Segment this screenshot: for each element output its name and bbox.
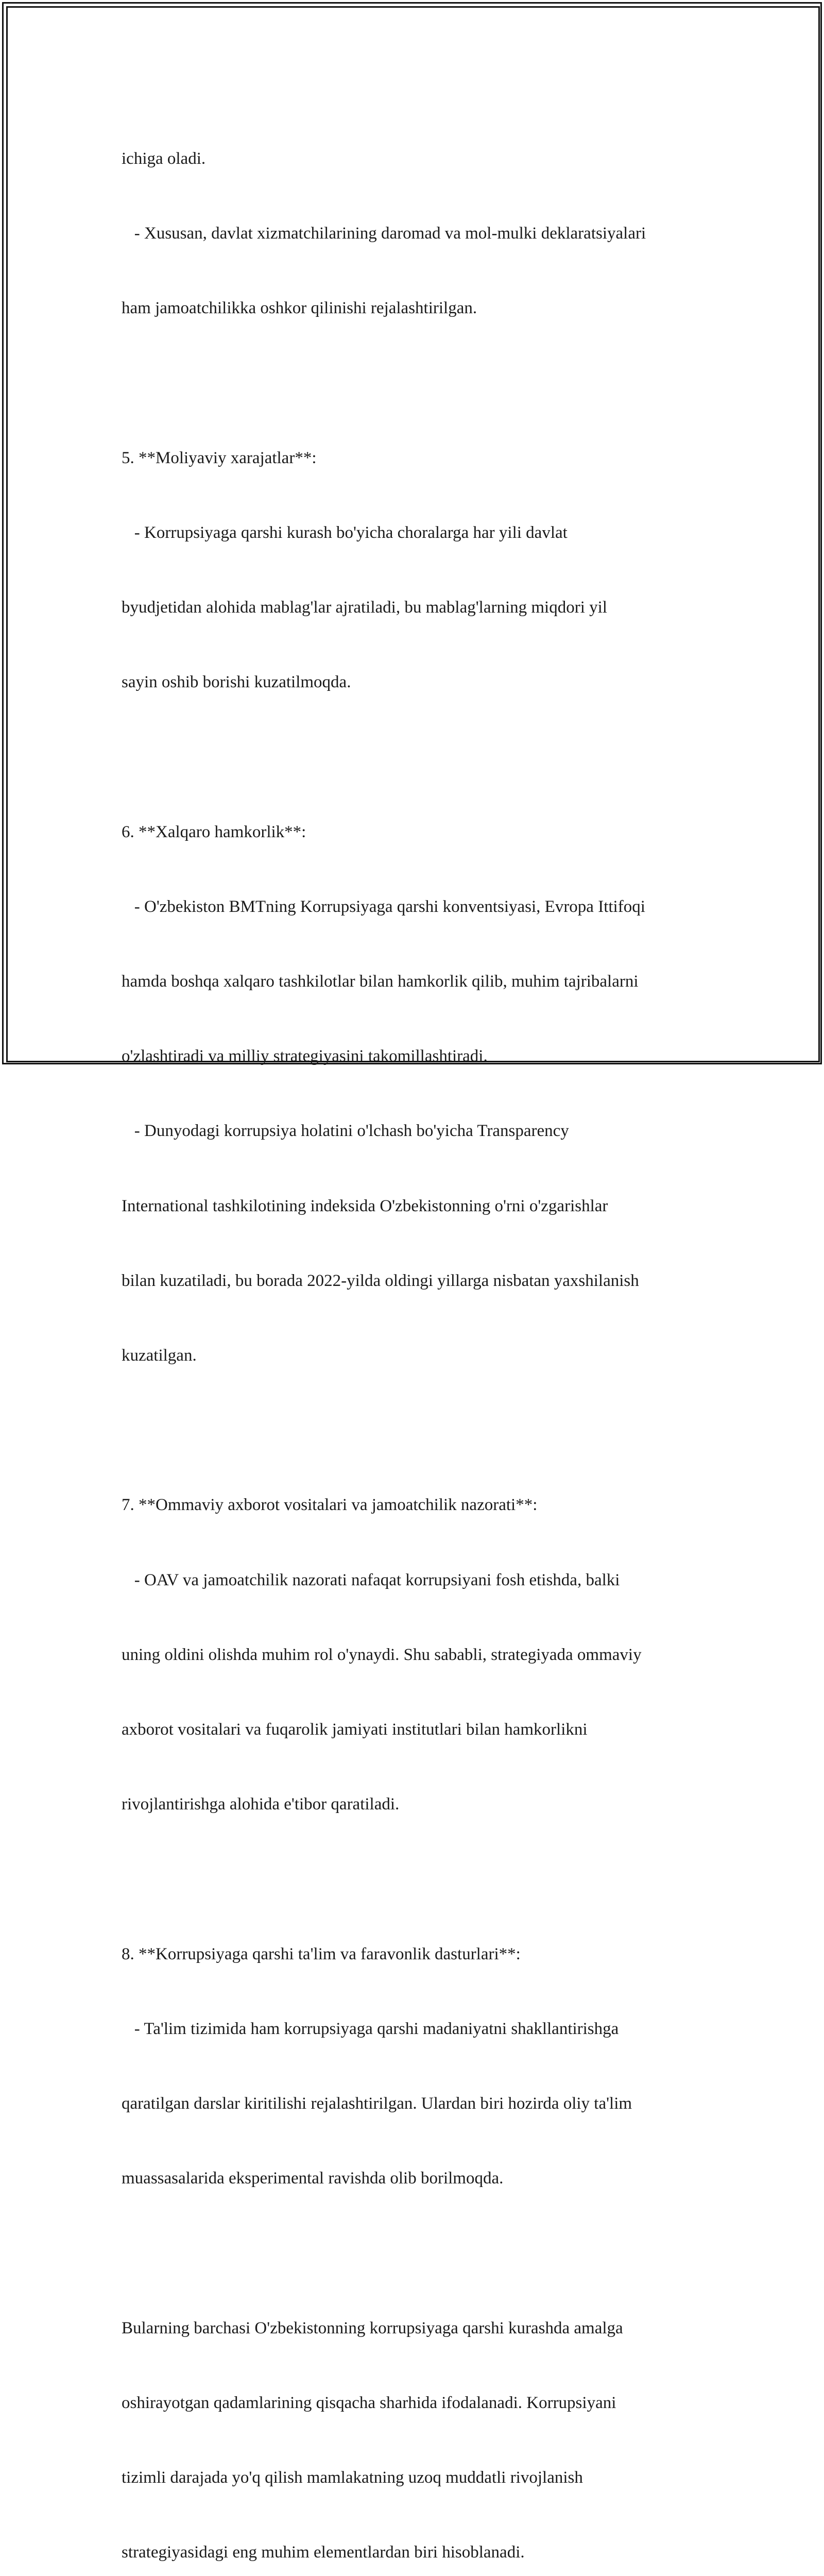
blank-line — [122, 2241, 719, 2266]
blank-line — [122, 1418, 719, 1443]
text-line: uning oldini olishda muhim rol o'ynaydi. Shu sababli, strategiyada ommaviy — [122, 1645, 642, 1664]
text-line: muassasalarida eksperimental ravishda olib borilmoqda. — [122, 2169, 504, 2188]
text-line: hamda boshqa xalqaro tashkilotlar bilan hamkorlik qilib, muhim tajribalarni — [122, 972, 639, 991]
section-heading: 8. **Korrupsiyaga qarshi ta'lim va faravonlik dasturlari**: — [122, 1944, 521, 1963]
text-line: International tashkilotining indeksida O'zbekistonning o'rni o'zgarishlar — [122, 1196, 608, 1215]
text-line: axborot vositalari va fuqarolik jamiyati institutlari bilan hamkorlikni — [122, 1720, 588, 1739]
blank-line — [122, 744, 719, 769]
text-line: strategiyasidagi eng muhim elementlardan biri hisoblanadi. — [122, 2543, 525, 2562]
section-heading: 5. **Moliyaviy xarajatlar**: — [122, 448, 317, 467]
text-line: - OAV va jamoatchilik nazorati nafaqat korrupsiyani fosh etishda, balki — [122, 1570, 620, 1589]
text-line: byudjetidan alohida mablag'lar ajratiladi, bu mablag'larning miqdori yil — [122, 598, 607, 617]
text-line: - Korrupsiyaga qarshi kurash bo'yicha choralarga har yili davlat — [122, 523, 568, 542]
blank-line — [122, 1867, 719, 1891]
text-line: sayin oshib borishi kuzatilmoqda. — [122, 673, 351, 692]
text-line: ichiga oladi. — [122, 149, 206, 168]
text-line: rivojlantirishga alohida e'tibor qaratiladi. — [122, 1795, 400, 1814]
text-line: - Xususan, davlat xizmatchilarining daromad va mol-mulki deklaratsiyalari — [122, 224, 646, 243]
document-body — [122, 96, 719, 2576]
text-line: tizimli darajada yo'q qilish mamlakatning uzoq muddatli rivojlanish — [122, 2468, 583, 2487]
text-line: - Dunyodagi korrupsiya holatini o'lchash bo'yicha Transparency — [122, 1122, 569, 1141]
text-line: o'zlashtiradi va milliy strategiyasini takomillashtiradi. — [122, 1047, 488, 1066]
text-line: ham jamoatchilikka oshkor qilinishi rejalashtirilgan. — [122, 299, 477, 318]
text-line: bilan kuzatiladi, bu borada 2022-yilda oldingi yillarga nisbatan yaxshilanish — [122, 1271, 639, 1290]
section-heading: 6. **Xalqaro hamkorlik**: — [122, 822, 306, 841]
text-line: qaratilgan darslar kiritilishi rejalashtirilgan. Ulardan biri hozirda oliy ta'lim — [122, 2094, 632, 2113]
text-line: - O'zbekiston BMTning Korrupsiyaga qarshi konventsiyasi, Evropa Ittifoqi — [122, 897, 645, 916]
text-line: - Ta'lim tizimida ham korrupsiyaga qarshi madaniyatni shakllantirishga — [122, 2019, 619, 2038]
section-heading: 7. **Ommaviy axborot vositalari va jamoatchilik nazorati**: — [122, 1496, 538, 1515]
text-line: kuzatilgan. — [122, 1346, 197, 1365]
text-line: Bularning barchasi O'zbekistonning korrupsiyaga qarshi kurashda amalga — [122, 2318, 623, 2337]
text-line: oshirayotgan qadamlarining qisqacha sharhida ifodalanadi. Korrupsiyani — [122, 2393, 616, 2412]
blank-line — [122, 370, 719, 395]
